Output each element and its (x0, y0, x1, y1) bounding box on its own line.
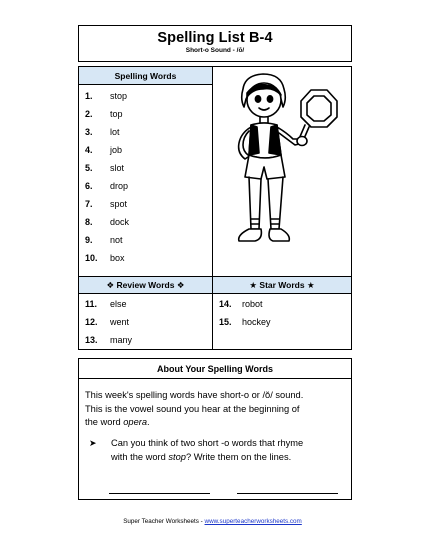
about-line-1: This week's spelling words have short-o or /ŏ/ sound. (85, 390, 304, 400)
item-word: many (110, 335, 133, 345)
item-word: box (110, 253, 125, 263)
star-words-column (213, 277, 351, 349)
item-number: 12. (85, 317, 98, 327)
item-word: job (110, 145, 123, 155)
list-item (213, 295, 351, 313)
item-number: 9. (85, 235, 93, 245)
page-title: Spelling List B-4 (157, 30, 273, 46)
about-line-3 (85, 416, 347, 430)
item-word: top (110, 109, 123, 119)
item-word: spot (110, 199, 128, 209)
kid-with-magnifier-illustration (215, 69, 351, 274)
list-item (79, 231, 212, 249)
example-word-opera: opera (123, 417, 148, 427)
item-number: 11. (85, 299, 98, 309)
list-item (79, 177, 212, 195)
item-word: went (110, 317, 130, 327)
item-number: 14. (219, 299, 232, 309)
review-words-heading: ❖ Review Words ❖ (79, 277, 212, 294)
review-words-column (79, 277, 213, 349)
list-item (79, 105, 212, 123)
list-item (79, 249, 212, 267)
item-number: 2. (85, 109, 93, 119)
list-item (79, 313, 212, 331)
item-number: 1. (85, 91, 93, 101)
item-word: else (110, 299, 127, 309)
list-item (79, 331, 212, 349)
about-paragraph (85, 389, 347, 430)
page-subtitle: Short-o Sound - /ŏ/ (185, 47, 245, 54)
item-word: drop (110, 181, 129, 191)
answer-line-2[interactable] (237, 493, 338, 494)
list-item (79, 123, 212, 141)
footer-text: Super Teacher Worksheets - (123, 518, 205, 525)
question-bullet (89, 437, 347, 464)
answer-line-1[interactable] (109, 493, 210, 494)
spelling-words-column (79, 67, 213, 276)
item-number: 8. (85, 217, 93, 227)
question-line-2-end: ? Write them on the lines. (185, 451, 292, 462)
about-line-3-text: the word (85, 417, 124, 427)
item-word: dock (110, 217, 130, 227)
list-item (213, 313, 351, 331)
question-line-2 (111, 451, 347, 465)
list-item (79, 213, 212, 231)
question-line-1: Can you think of two short -o words that rhyme (111, 438, 304, 448)
arrow-bullet-icon: ➤ (89, 438, 97, 448)
list-item (79, 87, 212, 105)
footer (0, 518, 425, 525)
list-item (79, 195, 212, 213)
about-box (78, 358, 352, 500)
item-word: lot (110, 127, 120, 137)
about-line-2: This is the vowel sound you hear at the beginning of (85, 403, 300, 414)
question-line-2-text: with the word (111, 451, 169, 462)
item-word: stop (110, 91, 128, 101)
about-heading: About Your Spelling Words (79, 359, 351, 379)
item-word: hockey (242, 317, 271, 327)
word-list-box (78, 66, 352, 350)
example-word-stop: stop (168, 451, 186, 462)
item-number: 13. (85, 335, 98, 345)
item-word: robot (242, 299, 263, 309)
item-word: slot (110, 163, 125, 173)
item-number: 15. (219, 317, 232, 327)
about-line-3-end: . (147, 417, 150, 427)
list-item (79, 159, 212, 177)
spelling-words-heading: Spelling Words (79, 67, 212, 85)
list-item (79, 141, 212, 159)
footer-link[interactable]: www.superteacherworksheets.com (204, 518, 302, 525)
item-number: 7. (85, 199, 93, 209)
item-number: 6. (85, 181, 93, 191)
item-number: 3. (85, 127, 93, 137)
item-word: not (110, 235, 123, 245)
list-item (79, 295, 212, 313)
item-number: 10. (85, 253, 98, 263)
star-words-heading: ★ Star Words ★ (213, 277, 351, 294)
item-number: 5. (85, 163, 93, 173)
title-box (78, 25, 352, 62)
item-number: 4. (85, 145, 93, 155)
